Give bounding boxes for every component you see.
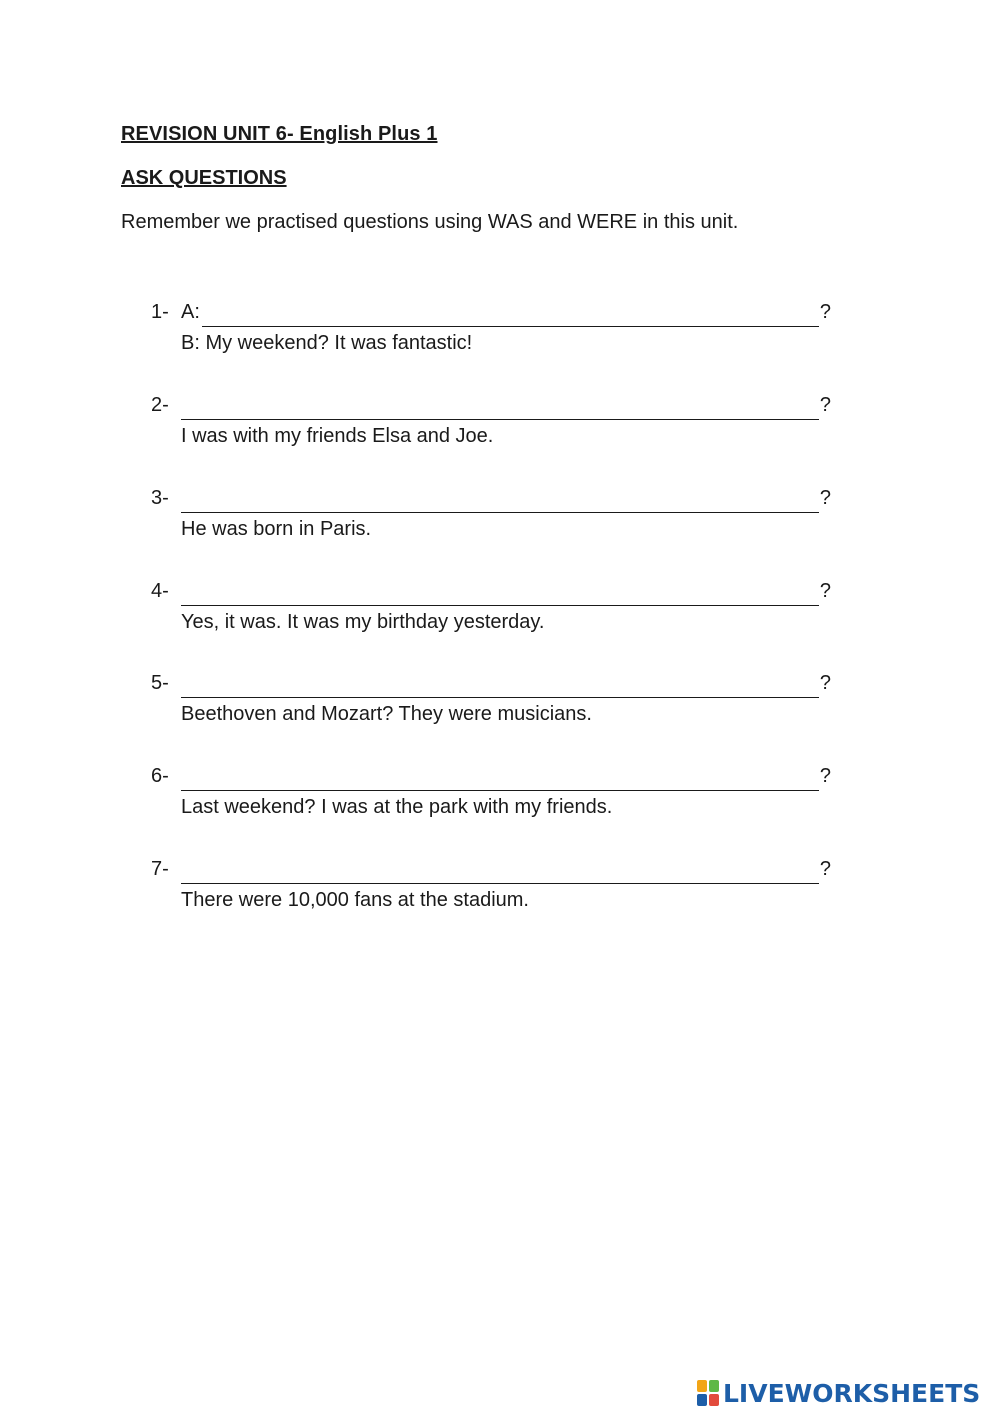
liveworksheets-logo-icon: [697, 1380, 719, 1406]
question-mark: ?: [819, 301, 831, 323]
given-answer: Yes, it was. It was my birthday yesterday.: [181, 611, 545, 633]
question-mark: ?: [819, 487, 831, 509]
answer-blank-4[interactable]: [181, 581, 819, 606]
question-item-7: [151, 856, 831, 926]
answer-blank-5[interactable]: [181, 673, 819, 698]
question-item-5: [151, 670, 831, 740]
given-answer: Last weekend? I was at the park with my friends.: [181, 796, 613, 818]
answer-blank-2[interactable]: [181, 395, 819, 420]
logo-square-2: [709, 1380, 719, 1392]
brand-name: LIVEWORKSHEETS: [723, 1378, 981, 1408]
question-number: 7-: [151, 858, 169, 880]
brand-logo: [697, 1378, 980, 1408]
answer-blank-3[interactable]: [181, 488, 819, 513]
question-item-3: [151, 485, 831, 555]
question-number: 1-: [151, 301, 169, 323]
worksheet-title: REVISION UNIT 6- English Plus 1: [121, 123, 438, 145]
given-answer: B: My weekend? It was fantastic!: [181, 332, 473, 354]
question-item-6: [151, 763, 831, 833]
question-mark: ?: [819, 765, 831, 787]
question-mark: ?: [819, 672, 831, 694]
given-answer: He was born in Paris.: [181, 518, 372, 540]
question-item-1: [151, 299, 831, 369]
question-mark: ?: [819, 580, 831, 602]
answer-blank-7[interactable]: [181, 859, 819, 884]
question-prefix: A:: [181, 301, 200, 323]
logo-square-1: [697, 1380, 707, 1392]
question-mark: ?: [819, 394, 831, 416]
given-answer: I was with my friends Elsa and Joe.: [181, 425, 494, 447]
question-number: 6-: [151, 765, 169, 787]
question-item-2: [151, 392, 831, 462]
logo-square-3: [697, 1394, 707, 1406]
section-heading: ASK QUESTIONS: [121, 167, 287, 189]
question-item-4: [151, 578, 831, 648]
given-answer: Beethoven and Mozart? They were musicians.: [181, 703, 592, 725]
question-number: 3-: [151, 487, 169, 509]
answer-blank-6[interactable]: [181, 766, 819, 791]
question-number: 2-: [151, 394, 169, 416]
logo-square-4: [709, 1394, 719, 1406]
instructions: Remember we practised questions using WAS and WERE in this unit.: [121, 211, 739, 233]
given-answer: There were 10,000 fans at the stadium.: [181, 889, 529, 911]
answer-blank-1[interactable]: [202, 302, 819, 327]
question-mark: ?: [819, 858, 831, 880]
question-number: 5-: [151, 672, 169, 694]
question-number: 4-: [151, 580, 169, 602]
